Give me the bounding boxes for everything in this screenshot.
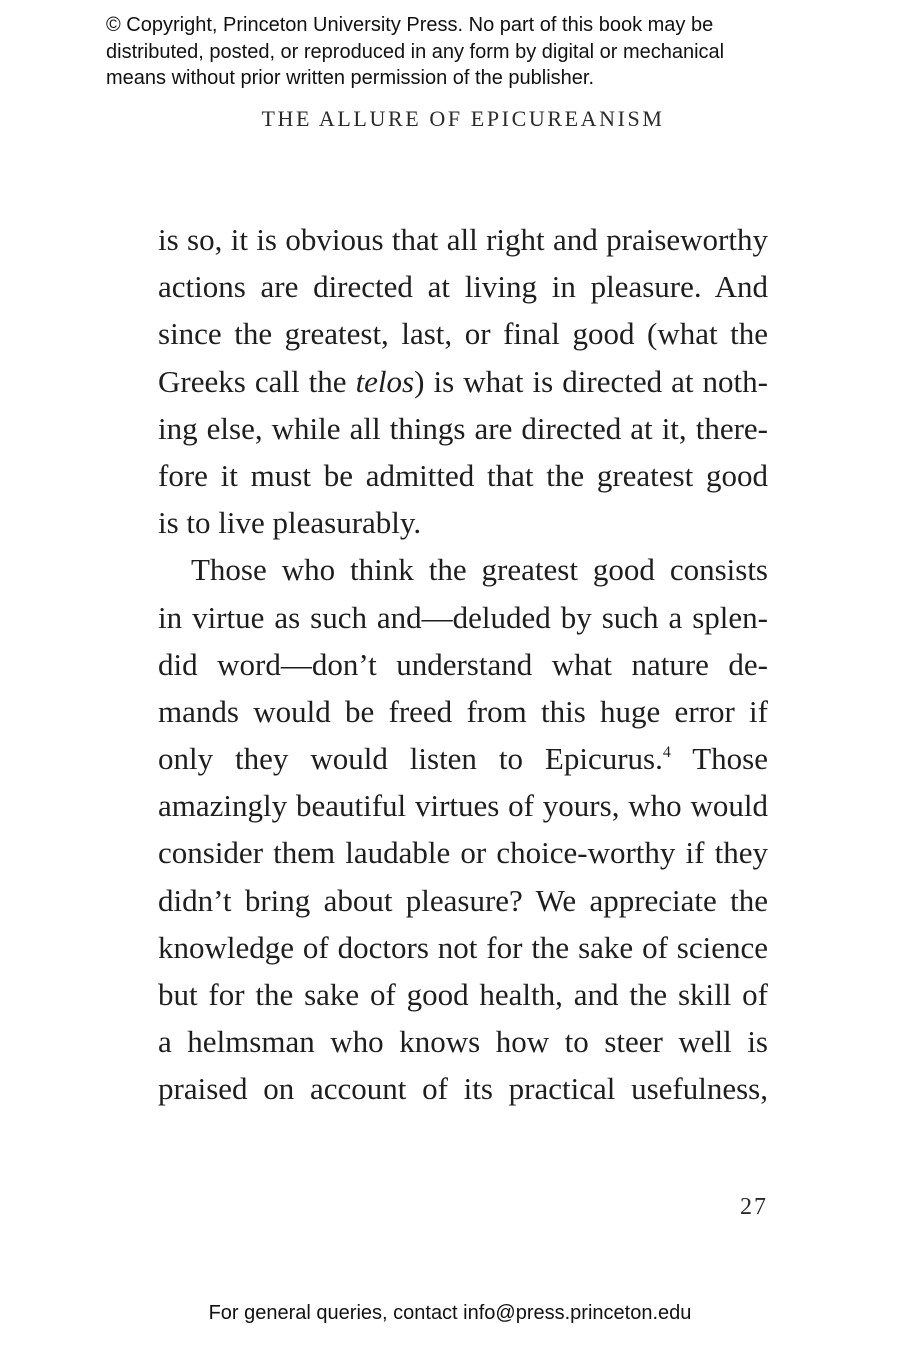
text-line: knowledge of doctors not for the sake of science: [158, 929, 768, 965]
text-line: ing else, while all things are directed at it, there-: [158, 410, 768, 446]
text-line: fore it must be admitted that the greatest good: [158, 457, 768, 493]
text-line: [158, 735, 768, 782]
text-line: didn’t bring about pleasure? We appreciate the: [158, 882, 768, 918]
text-line: actions are directed at living in pleasure. And: [158, 269, 768, 305]
text-line: a helmsman who knows how to steer well is: [158, 1024, 768, 1060]
text-line: praised on account of its practical usefulness,: [158, 1071, 768, 1107]
text-line: Those who think the greatest good consists: [191, 552, 768, 588]
copyright-line: distributed, posted, or reproduced in any form by digital or mechanical: [106, 40, 725, 63]
text-line: is to live pleasurably.: [158, 505, 422, 541]
text-run: only they would listen to Epicurus.: [158, 741, 663, 777]
text-line: amazingly beautiful virtues of yours, who would: [158, 788, 768, 824]
copyright-line: © Copyright, Princeton University Press. No part of this book may be: [106, 14, 714, 36]
text-line: is so, it is obvious that all right and praiseworthy: [158, 222, 768, 257]
text-line: [158, 358, 768, 405]
text-run: Those: [670, 741, 768, 777]
text-run: ) is what is directed at noth-: [414, 363, 768, 399]
footer-contact: For general queries, contact info@press.princeton.edu: [208, 1302, 692, 1324]
text-line: consider them laudable or choice-worthy if they: [158, 835, 768, 871]
body-text: [158, 216, 768, 1113]
copyright-notice: [106, 12, 826, 92]
paragraph-1: [158, 216, 768, 546]
text-run: Greeks call the: [158, 363, 356, 399]
running-head: THE ALLURE OF EPICUREANISM: [261, 106, 665, 131]
paragraph-2: [158, 546, 768, 1112]
copyright-line: means without prior written permission of the publisher.: [106, 67, 595, 89]
page-number: 27: [740, 1194, 768, 1220]
footnote-marker[interactable]: 4: [662, 744, 671, 762]
italic-term: telos: [355, 363, 415, 399]
text-line: since the greatest, last, or final good (what the: [158, 316, 768, 352]
text-line: did word—don’t understand what nature de-: [158, 646, 768, 682]
text-line: in virtue as such and—deluded by such a splen-: [158, 599, 768, 635]
text-line: mands would be freed from this huge error if: [158, 693, 768, 729]
text-line: but for the sake of good health, and the skill of: [158, 977, 768, 1012]
